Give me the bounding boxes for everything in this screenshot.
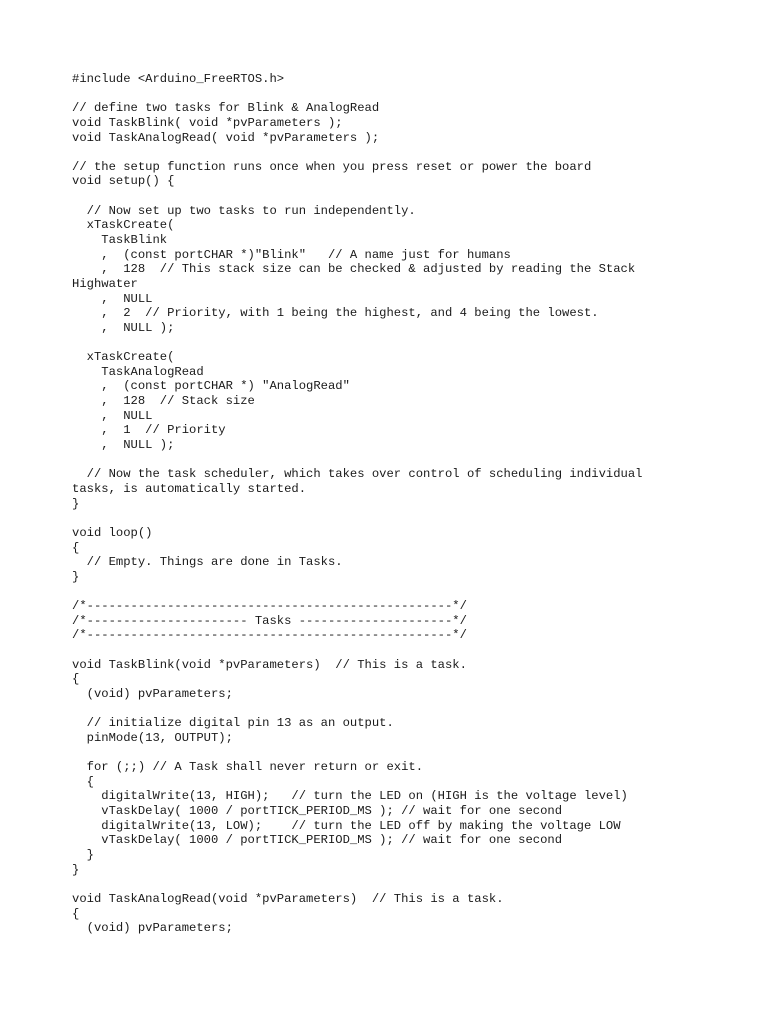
code-line (72, 643, 712, 658)
code-line: vTaskDelay( 1000 / portTICK_PERIOD_MS ); // wait for one second (72, 804, 563, 819)
code-line: (void) pvParameters; (72, 686, 233, 701)
code-line: for (;;) // A Task shall never return or exit. (72, 760, 424, 775)
code-line: digitalWrite(13, LOW); // turn the LED off by making the voltage LOW (72, 818, 621, 833)
code-line: } (72, 862, 80, 877)
code-line: , NULL ); (72, 320, 175, 335)
code-line: void TaskAnalogRead( void *pvParameters ); (72, 130, 380, 145)
code-line: , 1 // Priority (72, 423, 226, 438)
code-line: void TaskBlink(void *pvParameters) // This is a task. (72, 657, 467, 672)
code-line (72, 145, 712, 160)
code-line: TaskBlink (72, 233, 168, 248)
code-line: { (72, 540, 80, 555)
code-line: // Empty. Things are done in Tasks. (72, 555, 343, 570)
code-line: // initialize digital pin 13 as an output. (72, 716, 394, 731)
code-line (72, 702, 712, 717)
code-line: TaskAnalogRead (72, 364, 204, 379)
code-line: , 128 // This stack size can be checked & adjusted by reading the Stack (72, 262, 636, 277)
code-line: void loop() (72, 525, 153, 540)
code-line: , NULL ); (72, 438, 175, 453)
code-line (72, 877, 712, 892)
code-line (72, 511, 712, 526)
code-line: tasks, is automatically started. (72, 481, 307, 496)
code-line: xTaskCreate( (72, 350, 175, 365)
code-line: xTaskCreate( (72, 218, 175, 233)
code-line (72, 87, 712, 102)
code-line: , (const portCHAR *) "AnalogRead" (72, 379, 350, 394)
code-line: // Now set up two tasks to run independently. (72, 203, 416, 218)
code-line: { (72, 774, 94, 789)
code-line: void TaskBlink( void *pvParameters ); (72, 115, 343, 130)
code-line: // Now the task scheduler, which takes over control of scheduling individual (72, 467, 643, 482)
code-line: (void) pvParameters; (72, 921, 233, 936)
code-line: /*---------------------- Tasks ---------------------*/ (72, 613, 467, 628)
code-line: /*--------------------------------------------------*/ (72, 628, 467, 643)
code-line: vTaskDelay( 1000 / portTICK_PERIOD_MS ); // wait for one second (72, 833, 563, 848)
code-line: { (72, 906, 80, 921)
code-line: pinMode(13, OUTPUT); (72, 730, 233, 745)
code-line: #include <Arduino_FreeRTOS.h> (72, 72, 285, 86)
code-line: , NULL (72, 291, 153, 306)
code-line: , 2 // Priority, with 1 being the highest, and 4 being the lowest. (72, 306, 599, 321)
code-line: /*--------------------------------------------------*/ (72, 599, 467, 614)
code-line: Highwater (72, 276, 138, 291)
code-line: { (72, 672, 80, 687)
code-line (72, 189, 712, 204)
code-line (72, 453, 712, 468)
code-line: // define two tasks for Blink & AnalogRead (72, 101, 380, 116)
code-line: , NULL (72, 408, 153, 423)
code-line (72, 584, 712, 599)
code-line: } (72, 496, 80, 511)
code-line: digitalWrite(13, HIGH); // turn the LED on (HIGH is the voltage level) (72, 789, 628, 804)
code-line (72, 745, 712, 760)
code-line: void setup() { (72, 174, 175, 189)
code-line: } (72, 847, 94, 862)
code-listing (72, 72, 712, 936)
code-line (72, 336, 712, 351)
code-line: , (const portCHAR *)"Blink" // A name just for humans (72, 247, 511, 262)
code-line: , 128 // Stack size (72, 394, 255, 409)
code-line: void TaskAnalogRead(void *pvParameters) // This is a task. (72, 891, 504, 906)
code-line: } (72, 569, 80, 584)
code-line: // the setup function runs once when you press reset or power the board (72, 159, 592, 174)
